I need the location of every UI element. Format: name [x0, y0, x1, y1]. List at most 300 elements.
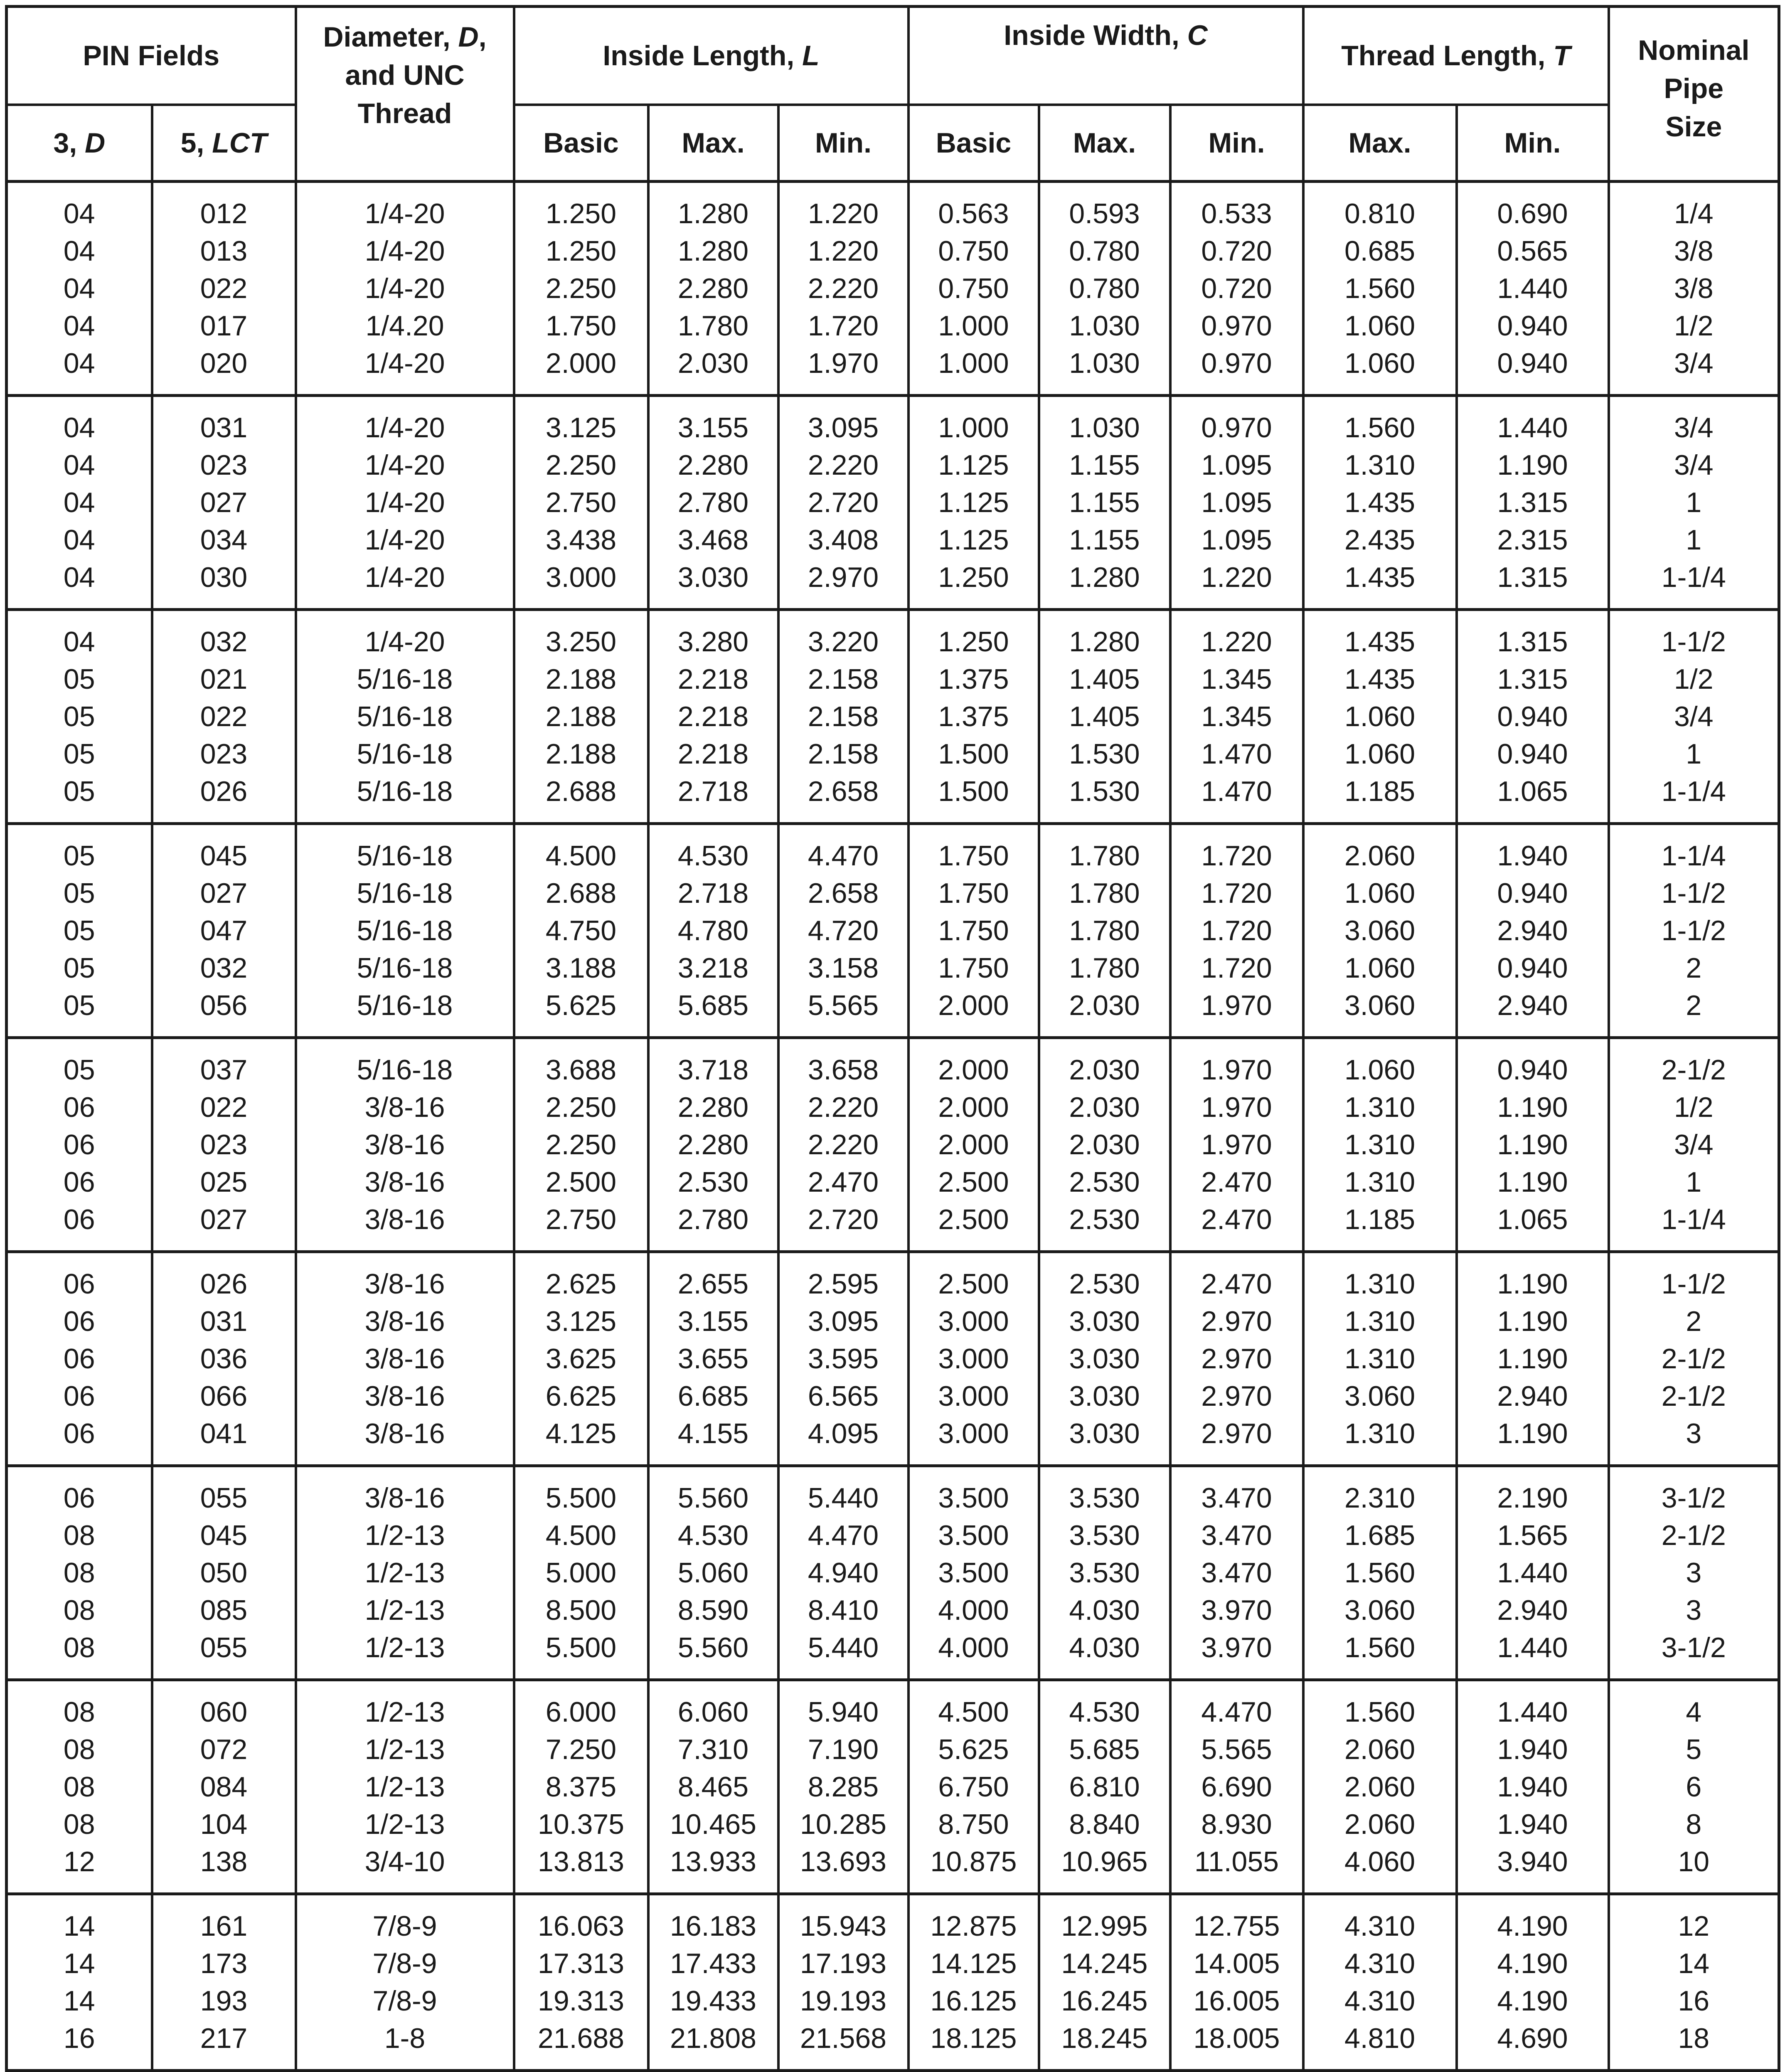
spacer-cell	[514, 2057, 648, 2071]
cell-length-min: 3.595	[778, 1340, 909, 1377]
cell-thread-size: 5/16-18	[296, 773, 514, 810]
spacer-cell	[1303, 1666, 1457, 1680]
cell-width-basic: 2.000	[909, 1126, 1039, 1163]
header-length-max: Max.	[648, 105, 778, 182]
cell-width-basic: 3.500	[909, 1554, 1039, 1592]
spacer-cell	[1170, 1238, 1303, 1252]
cell-length-basic: 4.125	[514, 1415, 648, 1452]
cell-width-max: 1.030	[1039, 307, 1170, 345]
cell-thread-min: 1.440	[1457, 1629, 1609, 1666]
spacer-cell	[778, 1252, 909, 1266]
group-spacer	[7, 1466, 1779, 1480]
spacer-cell	[1303, 182, 1457, 195]
cell-pin-field-5: 055	[152, 1479, 296, 1517]
cell-width-min: 3.970	[1170, 1629, 1303, 1666]
cell-length-basic: 2.500	[514, 1163, 648, 1201]
cell-width-min: 6.690	[1170, 1768, 1303, 1806]
cell-pin-field-3: 05	[7, 875, 152, 912]
cell-length-max: 8.590	[648, 1592, 778, 1629]
cell-thread-min: 1.315	[1457, 559, 1609, 596]
cell-length-max: 3.155	[648, 409, 778, 446]
cell-thread-size: 3/8-16	[296, 1340, 514, 1377]
cell-pin-field-3: 06	[7, 1377, 152, 1415]
table-row	[7, 1163, 1779, 1201]
cell-length-min: 6.565	[778, 1377, 909, 1415]
cell-pin-field-5: 026	[152, 1265, 296, 1303]
cell-pin-field-5: 138	[152, 1843, 296, 1880]
spacer-cell	[1457, 382, 1609, 396]
spacer-cell	[514, 182, 648, 195]
cell-pin-field-5: 027	[152, 484, 296, 521]
spacer-cell	[152, 1880, 296, 1894]
cell-thread-size: 1/4-20	[296, 559, 514, 596]
cell-pin-field-3: 14	[7, 1907, 152, 1945]
cell-pin-field-3: 05	[7, 912, 152, 949]
table-row	[7, 1377, 1779, 1415]
cell-thread-max: 1.060	[1303, 875, 1457, 912]
cell-nominal-pipe-size: 18	[1609, 2020, 1779, 2057]
cell-width-basic: 4.000	[909, 1629, 1039, 1666]
spacer-cell	[1303, 810, 1457, 824]
cell-length-max: 2.530	[648, 1163, 778, 1201]
cell-width-max: 14.245	[1039, 1945, 1170, 1982]
spacer-cell	[1457, 596, 1609, 610]
cell-length-max: 4.530	[648, 837, 778, 875]
cell-length-basic: 2.625	[514, 1265, 648, 1303]
cell-width-basic: 2.000	[909, 1051, 1039, 1089]
cell-width-basic: 2.500	[909, 1265, 1039, 1303]
cell-thread-min: 1.440	[1457, 409, 1609, 446]
cell-length-min: 2.220	[778, 1126, 909, 1163]
cell-length-basic: 4.500	[514, 837, 648, 875]
cell-pin-field-5: 032	[152, 623, 296, 660]
cell-width-basic: 12.875	[909, 1907, 1039, 1945]
spacer-cell	[1457, 1024, 1609, 1038]
cell-pin-field-5: 036	[152, 1340, 296, 1377]
cell-pin-field-5: 022	[152, 270, 296, 307]
cell-thread-size: 7/8-9	[296, 1982, 514, 2020]
spacer-cell	[909, 1466, 1039, 1480]
cell-pin-field-5: 085	[152, 1592, 296, 1629]
cell-pin-field-3: 05	[7, 1051, 152, 1089]
cell-length-max: 3.280	[648, 623, 778, 660]
cell-width-max: 16.245	[1039, 1982, 1170, 2020]
cell-thread-min: 1.315	[1457, 623, 1609, 660]
spacer-cell	[152, 1038, 296, 1052]
cell-nominal-pipe-size: 3/4	[1609, 1126, 1779, 1163]
spacer-cell	[7, 824, 152, 838]
cell-thread-size: 5/16-18	[296, 1051, 514, 1089]
spacer-cell	[7, 2057, 152, 2071]
table-row	[7, 735, 1779, 773]
group-spacer	[7, 1024, 1779, 1038]
cell-thread-max: 1.435	[1303, 660, 1457, 698]
cell-length-basic: 1.750	[514, 307, 648, 345]
spacer-cell	[7, 1880, 152, 1894]
cell-pin-field-3: 05	[7, 949, 152, 987]
cell-pin-field-5: 025	[152, 1163, 296, 1201]
cell-nominal-pipe-size: 2-1/2	[1609, 1517, 1779, 1554]
spacer-cell	[7, 1024, 152, 1038]
cell-width-min: 5.565	[1170, 1731, 1303, 1768]
cell-length-min: 2.220	[778, 446, 909, 484]
cell-length-basic: 3.438	[514, 521, 648, 559]
spacer-cell	[152, 1024, 296, 1038]
cell-width-max: 10.965	[1039, 1843, 1170, 1880]
cell-width-basic: 4.500	[909, 1693, 1039, 1731]
cell-pin-field-5: 023	[152, 1126, 296, 1163]
cell-thread-max: 4.060	[1303, 1843, 1457, 1880]
spacer-cell	[778, 382, 909, 396]
cell-width-max: 2.530	[1039, 1265, 1170, 1303]
cell-width-max: 3.530	[1039, 1517, 1170, 1554]
header-nominal-line1: Nominal	[1638, 34, 1750, 66]
spacer-cell	[1303, 1238, 1457, 1252]
cell-thread-min: 1.565	[1457, 1517, 1609, 1554]
cell-pin-field-3: 08	[7, 1517, 152, 1554]
spacer-cell	[648, 824, 778, 838]
cell-thread-size: 3/8-16	[296, 1415, 514, 1452]
row-group	[7, 610, 1779, 824]
spacer-cell	[152, 1466, 296, 1480]
cell-width-min: 2.470	[1170, 1265, 1303, 1303]
cell-width-basic: 2.000	[909, 987, 1039, 1024]
spacer-cell	[7, 810, 152, 824]
cell-length-min: 2.720	[778, 484, 909, 521]
spacer-cell	[1609, 1680, 1779, 1694]
cell-width-min: 2.470	[1170, 1201, 1303, 1238]
cell-length-min: 2.470	[778, 1163, 909, 1201]
cell-length-basic: 3.625	[514, 1340, 648, 1377]
group-spacer	[7, 1680, 1779, 1694]
spacer-cell	[1039, 610, 1170, 623]
spacer-cell	[1303, 610, 1457, 623]
cell-thread-min: 0.690	[1457, 195, 1609, 232]
spacer-cell	[1609, 1894, 1779, 1908]
cell-nominal-pipe-size: 2-1/2	[1609, 1340, 1779, 1377]
cell-pin-field-3: 08	[7, 1768, 152, 1806]
row-group	[7, 1894, 1779, 2071]
cell-width-min: 1.470	[1170, 773, 1303, 810]
cell-pin-field-3: 06	[7, 1201, 152, 1238]
cell-width-max: 5.685	[1039, 1731, 1170, 1768]
cell-length-min: 10.285	[778, 1806, 909, 1843]
table-row	[7, 1907, 1779, 1945]
cell-thread-max: 1.560	[1303, 1629, 1457, 1666]
spacer-cell	[1457, 1452, 1609, 1466]
spacer-cell	[1039, 1680, 1170, 1694]
cell-pin-field-5: 104	[152, 1806, 296, 1843]
cell-length-basic: 6.625	[514, 1377, 648, 1415]
cell-thread-min: 0.940	[1457, 949, 1609, 987]
cell-thread-max: 1.185	[1303, 773, 1457, 810]
cell-thread-size: 1-8	[296, 2020, 514, 2057]
cell-thread-max: 1.310	[1303, 1340, 1457, 1377]
cell-pin-field-3: 08	[7, 1592, 152, 1629]
cell-length-min: 1.220	[778, 232, 909, 270]
cell-width-min: 3.970	[1170, 1592, 1303, 1629]
cell-thread-size: 1/2-13	[296, 1806, 514, 1843]
group-spacer	[7, 1880, 1779, 1894]
cell-pin-field-3: 05	[7, 660, 152, 698]
spacer-cell	[778, 1894, 909, 1908]
cell-length-basic: 2.188	[514, 735, 648, 773]
cell-thread-min: 0.940	[1457, 307, 1609, 345]
cell-thread-min: 1.190	[1457, 446, 1609, 484]
cell-thread-min: 4.690	[1457, 2020, 1609, 2057]
cell-pin-field-5: 056	[152, 987, 296, 1024]
cell-length-min: 5.565	[778, 987, 909, 1024]
cell-pin-field-3: 06	[7, 1126, 152, 1163]
spacer-cell	[152, 1452, 296, 1466]
cell-width-min: 1.220	[1170, 559, 1303, 596]
cell-width-min: 14.005	[1170, 1945, 1303, 1982]
spacer-cell	[1609, 1466, 1779, 1480]
cell-length-min: 3.095	[778, 409, 909, 446]
cell-length-basic: 1.250	[514, 195, 648, 232]
table-row	[7, 1051, 1779, 1089]
cell-thread-min: 1.190	[1457, 1415, 1609, 1452]
cell-length-min: 2.658	[778, 875, 909, 912]
cell-thread-size: 1/4-20	[296, 446, 514, 484]
cell-thread-size: 1/4-20	[296, 623, 514, 660]
cell-width-max: 2.530	[1039, 1163, 1170, 1201]
cell-length-min: 2.220	[778, 270, 909, 307]
cell-width-max: 1.405	[1039, 660, 1170, 698]
cell-length-max: 2.218	[648, 660, 778, 698]
group-spacer	[7, 824, 1779, 838]
cell-pin-field-3: 05	[7, 735, 152, 773]
cell-length-basic: 6.000	[514, 1693, 648, 1731]
cell-length-max: 2.718	[648, 875, 778, 912]
cell-width-max: 18.245	[1039, 2020, 1170, 2057]
cell-pin-field-3: 05	[7, 837, 152, 875]
cell-thread-size: 3/8-16	[296, 1201, 514, 1238]
cell-width-basic: 2.500	[909, 1163, 1039, 1201]
cell-pin-field-5: 027	[152, 875, 296, 912]
cell-width-max: 3.530	[1039, 1479, 1170, 1517]
cell-length-max: 10.465	[648, 1806, 778, 1843]
spacer-cell	[514, 1466, 648, 1480]
cell-thread-size: 5/16-18	[296, 660, 514, 698]
cell-width-basic: 1.250	[909, 623, 1039, 660]
cell-width-min: 11.055	[1170, 1843, 1303, 1880]
cell-thread-max: 3.060	[1303, 987, 1457, 1024]
cell-width-min: 3.470	[1170, 1554, 1303, 1592]
cell-length-basic: 2.688	[514, 773, 648, 810]
spacer-cell	[514, 1238, 648, 1252]
cell-nominal-pipe-size: 1	[1609, 1163, 1779, 1201]
cell-width-max: 0.593	[1039, 195, 1170, 232]
cell-length-max: 3.030	[648, 559, 778, 596]
cell-pin-field-5: 021	[152, 660, 296, 698]
header-inside-width-pre: Inside Width,	[1004, 20, 1187, 51]
cell-thread-size: 3/4-10	[296, 1843, 514, 1880]
cell-length-basic: 3.188	[514, 949, 648, 987]
cell-width-basic: 3.500	[909, 1517, 1039, 1554]
cell-thread-size: 3/8-16	[296, 1265, 514, 1303]
spacer-cell	[296, 1238, 514, 1252]
header-width-min: Min.	[1170, 105, 1303, 182]
cell-width-max: 4.030	[1039, 1629, 1170, 1666]
cell-length-basic: 5.000	[514, 1554, 648, 1592]
cell-length-max: 21.808	[648, 2020, 778, 2057]
header-diameter-pre: Diameter,	[323, 21, 458, 53]
table-row	[7, 195, 1779, 232]
cell-width-min: 0.720	[1170, 270, 1303, 307]
spacer-cell	[514, 1452, 648, 1466]
spacer-cell	[296, 610, 514, 623]
table-row	[7, 773, 1779, 810]
cell-width-max: 1.280	[1039, 623, 1170, 660]
header-width-max: Max.	[1039, 105, 1170, 182]
dimension-table-page	[5, 5, 1778, 2054]
table-row	[7, 987, 1779, 1024]
spacer-cell	[1303, 1452, 1457, 1466]
cell-thread-size: 5/16-18	[296, 987, 514, 1024]
cell-thread-size: 1/4-20	[296, 409, 514, 446]
cell-thread-min: 2.940	[1457, 1377, 1609, 1415]
cell-length-max: 16.183	[648, 1907, 778, 1945]
spacer-cell	[1303, 1252, 1457, 1266]
spacer-cell	[778, 396, 909, 409]
spacer-cell	[296, 1252, 514, 1266]
cell-width-max: 4.030	[1039, 1592, 1170, 1629]
spacer-cell	[7, 1894, 152, 1908]
header-pin-field-5	[152, 105, 296, 182]
cell-length-min: 1.970	[778, 345, 909, 382]
spacer-cell	[152, 1252, 296, 1266]
cell-width-max: 4.530	[1039, 1693, 1170, 1731]
cell-pin-field-3: 06	[7, 1479, 152, 1517]
cell-length-basic: 10.375	[514, 1806, 648, 1843]
cell-pin-field-5: 066	[152, 1377, 296, 1415]
cell-pin-field-5: 020	[152, 345, 296, 382]
cell-pin-field-5: 084	[152, 1768, 296, 1806]
header-inside-width	[909, 7, 1303, 105]
spacer-cell	[296, 1894, 514, 1908]
cell-length-max: 2.218	[648, 735, 778, 773]
cell-thread-max: 1.560	[1303, 409, 1457, 446]
spacer-cell	[1609, 1666, 1779, 1680]
cell-nominal-pipe-size: 12	[1609, 1907, 1779, 1945]
spacer-cell	[152, 1894, 296, 1908]
cell-pin-field-3: 05	[7, 698, 152, 735]
cell-thread-size: 1/2-13	[296, 1554, 514, 1592]
group-spacer	[7, 382, 1779, 396]
spacer-cell	[1303, 1880, 1457, 1894]
spacer-cell	[648, 1252, 778, 1266]
cell-thread-max: 1.060	[1303, 1051, 1457, 1089]
cell-thread-max: 2.060	[1303, 1806, 1457, 1843]
cell-length-basic: 2.250	[514, 446, 648, 484]
spacer-cell	[296, 1466, 514, 1480]
cell-length-min: 4.720	[778, 912, 909, 949]
spacer-cell	[909, 1880, 1039, 1894]
spacer-cell	[152, 610, 296, 623]
cell-thread-max: 1.310	[1303, 1415, 1457, 1452]
cell-pin-field-3: 08	[7, 1554, 152, 1592]
cell-width-max: 1.280	[1039, 559, 1170, 596]
cell-length-min: 3.158	[778, 949, 909, 987]
spacer-cell	[778, 1238, 909, 1252]
cell-width-max: 6.810	[1039, 1768, 1170, 1806]
cell-width-min: 1.470	[1170, 735, 1303, 773]
spacer-cell	[1039, 1452, 1170, 1466]
spacer-cell	[1303, 1038, 1457, 1052]
cell-thread-max: 1.310	[1303, 1303, 1457, 1340]
cell-length-max: 5.060	[648, 1554, 778, 1592]
spacer-cell	[1039, 596, 1170, 610]
cell-nominal-pipe-size: 1	[1609, 735, 1779, 773]
table-row	[7, 307, 1779, 345]
cell-width-min: 0.720	[1170, 232, 1303, 270]
cell-thread-min: 3.940	[1457, 1843, 1609, 1880]
spacer-cell	[514, 824, 648, 838]
cell-thread-size: 5/16-18	[296, 875, 514, 912]
cell-length-basic: 3.125	[514, 1303, 648, 1340]
group-spacer	[7, 1252, 1779, 1266]
spacer-cell	[514, 382, 648, 396]
cell-pin-field-3: 08	[7, 1806, 152, 1843]
cell-width-basic: 1.000	[909, 307, 1039, 345]
cell-nominal-pipe-size: 1/2	[1609, 1089, 1779, 1126]
spacer-cell	[1609, 1452, 1779, 1466]
spacer-cell	[1303, 824, 1457, 838]
cell-width-max: 8.840	[1039, 1806, 1170, 1843]
cell-width-min: 18.005	[1170, 2020, 1303, 2057]
cell-length-max: 3.155	[648, 1303, 778, 1340]
cell-thread-size: 5/16-18	[296, 698, 514, 735]
cell-thread-size: 7/8-9	[296, 1907, 514, 1945]
cell-nominal-pipe-size: 2-1/2	[1609, 1051, 1779, 1089]
cell-width-max: 3.530	[1039, 1554, 1170, 1592]
cell-thread-size: 3/8-16	[296, 1479, 514, 1517]
table-row	[7, 660, 1779, 698]
spacer-cell	[1170, 610, 1303, 623]
cell-nominal-pipe-size: 6	[1609, 1768, 1779, 1806]
table-row	[7, 1843, 1779, 1880]
cell-width-min: 1.970	[1170, 1089, 1303, 1126]
spacer-cell	[1457, 610, 1609, 623]
cell-width-basic: 3.000	[909, 1303, 1039, 1340]
cell-nominal-pipe-size: 3/4	[1609, 409, 1779, 446]
header-pin-fields-label: PIN Fields	[83, 40, 220, 71]
group-spacer	[7, 1038, 1779, 1052]
cell-width-max: 1.780	[1039, 837, 1170, 875]
spacer-cell	[648, 382, 778, 396]
spacer-cell	[648, 396, 778, 409]
cell-pin-field-3: 04	[7, 559, 152, 596]
spacer-cell	[296, 182, 514, 195]
spacer-cell	[909, 382, 1039, 396]
cell-nominal-pipe-size: 1-1/4	[1609, 1201, 1779, 1238]
cell-thread-min: 0.940	[1457, 875, 1609, 912]
cell-length-max: 4.780	[648, 912, 778, 949]
spacer-cell	[1170, 1024, 1303, 1038]
cell-length-basic: 19.313	[514, 1982, 648, 2020]
cell-width-basic: 0.750	[909, 232, 1039, 270]
cell-pin-field-5: 055	[152, 1629, 296, 1666]
cell-length-max: 1.280	[648, 195, 778, 232]
spacer-cell	[909, 1024, 1039, 1038]
cell-nominal-pipe-size: 3	[1609, 1415, 1779, 1452]
cell-thread-min: 1.315	[1457, 484, 1609, 521]
table-row	[7, 446, 1779, 484]
cell-thread-max: 1.560	[1303, 1554, 1457, 1592]
cell-length-max: 3.468	[648, 521, 778, 559]
group-spacer	[7, 1666, 1779, 1680]
